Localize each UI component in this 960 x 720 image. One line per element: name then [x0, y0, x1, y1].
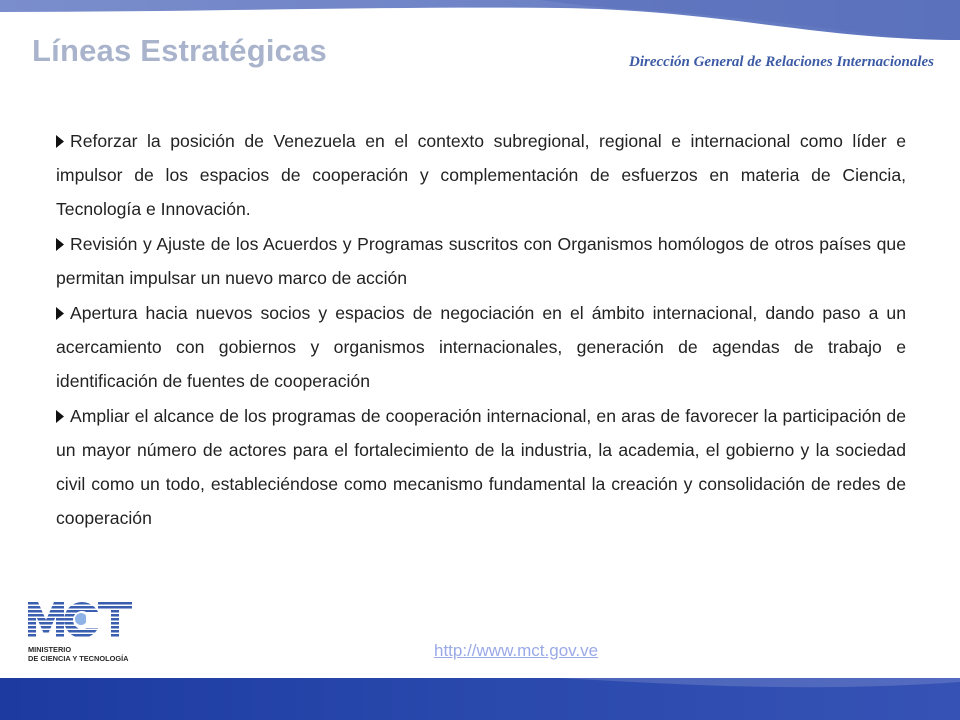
bullet-text: Reforzar la posición de Venezuela en el contexto subregional, regional e internacional como líder e impulsor de los espacios de cooperación y complementación de esfuerzos en materia de Ciencia, Tecnología e Innovación.: [56, 131, 906, 219]
bullet-text: Apertura hacia nuevos socios y espacios de negociación en el ámbito internacional, dando paso a un acercamiento con gobiernos y organismos internacionales, generación de agendas de trabajo e identificación de fuentes de cooperación: [56, 303, 906, 391]
footer-band: [0, 678, 960, 720]
department-subtitle: Dirección General de Relaciones Internacionales: [629, 54, 934, 70]
list-item: [56, 124, 906, 226]
logo-caption-line2: DE CIENCIA Y TECNOLOGÍA: [28, 654, 129, 663]
website-link[interactable]: http://www.mct.gov.ve: [434, 641, 599, 660]
page-title: Líneas Estratégicas: [32, 33, 328, 68]
arrow-bullet-icon: [56, 307, 64, 320]
list-item: [56, 399, 906, 535]
list-item: [56, 296, 906, 398]
arrow-bullet-icon: [56, 410, 64, 423]
arrow-bullet-icon: [56, 238, 64, 251]
logo-caption-line1: MINISTERIO: [28, 645, 72, 654]
bullet-text: Revisión y Ajuste de los Acuerdos y Programas suscritos con Organismos homólogos de otros países que permitan impulsar un nuevo marco de acción: [56, 234, 906, 288]
bullet-list: [56, 124, 906, 536]
bullet-text: Ampliar el alcance de los programas de cooperación internacional, en aras de favorecer la participación de un mayor número de actores para el fortalecimiento de la industria, la academia, el gobierno y la sociedad civil como un todo, estableciéndose como mecanismo fundamental la creación y consolidación de redes de cooperación: [56, 406, 906, 528]
list-item: [56, 227, 906, 295]
arrow-bullet-icon: [56, 135, 64, 148]
